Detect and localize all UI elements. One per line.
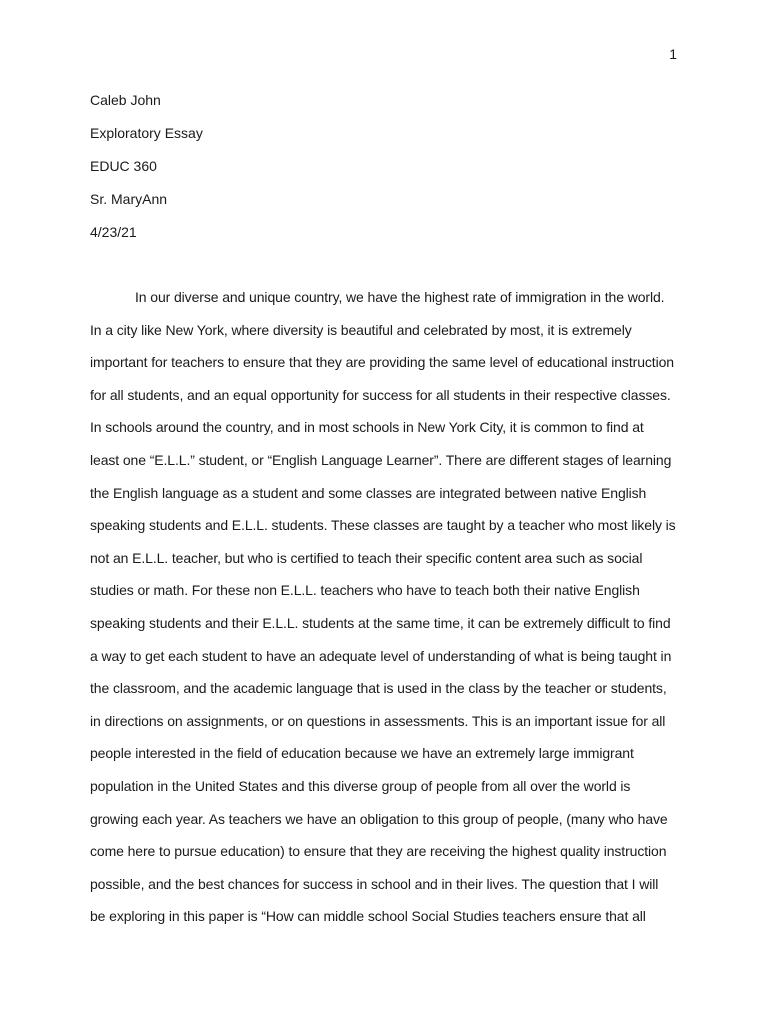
essay-body — [90, 288, 690, 940]
instructor-name: Sr. MaryAnn — [90, 191, 168, 207]
body-text-line: In schools around the country, and in most schools in New York City, it is common to find at — [90, 419, 644, 436]
body-text-line: the English language as a student and some classes are integrated between native English — [90, 484, 647, 501]
body-text-line: a way to get each student to have an adequate level of understanding of what is being taught in — [90, 647, 672, 664]
body-text-line: the classroom, and the academic language that is used in the class by the teacher or students, — [90, 680, 667, 697]
body-text-line: not an E.L.L. teacher, but who is certified to teach their specific content area such as social — [90, 549, 643, 566]
body-text-line: come here to pursue education) to ensure that they are receiving the highest quality instruction — [90, 843, 667, 860]
body-text-line: be exploring in this paper is “How can middle school Social Studies teachers ensure that all — [90, 908, 646, 925]
body-text-line: for all students, and an equal opportunity for success for all students in their respective classes. — [90, 386, 671, 403]
essay-type: Exploratory Essay — [90, 125, 203, 141]
body-text-line: In our diverse and unique country, we have the highest rate of immigration in the world. — [135, 289, 665, 305]
author-name: Caleb John — [90, 92, 161, 108]
body-text-line: population in the United States and this diverse group of people from all over the world is — [90, 777, 631, 794]
body-text-line: speaking students and their E.L.L. students at the same time, it can be extremely difficult to find — [90, 614, 671, 631]
body-text-line: important for teachers to ensure that they are providing the same level of educational instruction — [90, 354, 674, 371]
body-text-line: speaking students and E.L.L. students. These classes are taught by a teacher who most likely is — [90, 517, 676, 534]
body-text-line: possible, and the best chances for success in school and in their lives. The question that I will — [90, 875, 659, 892]
body-text-line: people interested in the field of education because we have an extremely large immigrant — [90, 745, 634, 762]
body-text-line: In a city like New York, where diversity is beautiful and celebrated by most, it is extremely — [90, 321, 632, 338]
page-number: 1 — [669, 46, 677, 62]
essay-date: 4/23/21 — [90, 224, 137, 240]
essay-heading — [90, 91, 690, 256]
body-text-line: in directions on assignments, or on questions in assessments. This is an important issue for all — [90, 712, 666, 729]
body-text-line: growing each year. As teachers we have an obligation to this group of people, (many who have — [90, 810, 668, 827]
course-code: EDUC 360 — [90, 158, 157, 174]
body-text-line: least one “E.L.L.” student, or “English Language Learner”. There are different stages of learning — [90, 451, 672, 468]
body-text-line: studies or math. For these non E.L.L. teachers who have to teach both their native English — [90, 582, 640, 599]
